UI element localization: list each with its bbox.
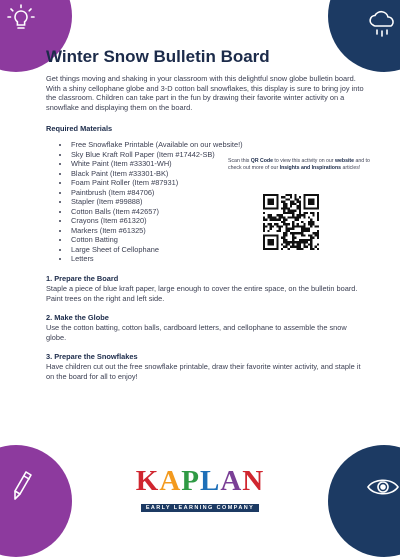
step-3-heading: 3. Prepare the Snowflakes (46, 352, 138, 361)
list-item: • Black Paint (Item #33301-BK) (70, 169, 243, 179)
logo-letter: P (181, 465, 200, 497)
logo-letter: N (242, 465, 265, 497)
list-item: • Crayons (Item #61320) (70, 216, 243, 226)
list-item: • Paintbrush (Item #84706) (70, 188, 243, 198)
insights-bold: Insights and Inspirations (279, 165, 342, 171)
logo-letter: A (159, 465, 182, 497)
logo-letter: K (135, 465, 160, 497)
logo-wordmark (0, 466, 400, 496)
list-item: • White Paint (Item #33301-WH) (70, 159, 243, 169)
cloud-icon (366, 10, 398, 38)
lightbulb-icon (6, 4, 36, 34)
list-item: • Sky Blue Kraft Roll Paper (Item #17442-SB) (70, 150, 243, 160)
materials-heading: Required Materials (46, 124, 113, 133)
list-item: • Cotton Balls (Item #42657) (70, 207, 243, 217)
list-item: • Letters (70, 254, 243, 264)
qr-code-bold: QR Code (250, 158, 273, 164)
qr-instructions (228, 158, 376, 172)
step-3-body: Have children cut out the free snowflake printable, draw their favorite winter activity, and staple it on the board for all to enjoy! (46, 362, 361, 381)
list-item: • Cotton Batting (70, 235, 243, 245)
qr-text-part: and to check out more of our (228, 158, 370, 171)
page-title: Winter Snow Bulletin Board (46, 47, 270, 66)
list-item: • Foam Paint Roller (Item #87931) (70, 178, 243, 188)
qr-text-part: articles! (341, 165, 361, 171)
website-bold: website (334, 158, 355, 164)
logo-letter: A (220, 465, 243, 497)
list-item: • Free Snowflake Printable (Available on our website!) (70, 140, 243, 150)
materials-list (58, 140, 243, 264)
corner-circle-top-right (328, 0, 400, 72)
intro-paragraph: Get things moving and shaking in your classroom with this delightful snow globe bulletin board. With a shiny cellophane globe and 3-D cotton ball snowflakes, this display is sure to bring joy into the classroom. Children can take part in the fun by drawing their favorite winter activity on a snowflake and displaying them on the board. (46, 74, 364, 112)
step-1-heading: 1. Prepare the Board (46, 274, 119, 283)
kaplan-logo (0, 466, 400, 514)
step-1-body: Staple a piece of blue kraft paper, large enough to cover the entire space, on the bulletin board. Paint trees on the right and left side. (46, 284, 358, 303)
list-item: • Large Sheet of Cellophane (70, 245, 243, 255)
list-item: • Markers (Item #61325) (70, 226, 243, 236)
qr-text-part: Scan this (228, 158, 251, 164)
logo-tagline: EARLY LEARNING COMPANY (141, 504, 259, 512)
qr-text-part: to view this activity on our (272, 158, 335, 164)
step-2-body: Use the cotton batting, cotton balls, cardboard letters, and cellophane to assemble the snow globe. (46, 323, 347, 342)
list-item: • Stapler (Item #99888) (70, 197, 243, 207)
step-2-heading: 2. Make the Globe (46, 313, 109, 322)
logo-letter: L (199, 465, 221, 497)
qr-code-icon[interactable] (263, 194, 319, 250)
